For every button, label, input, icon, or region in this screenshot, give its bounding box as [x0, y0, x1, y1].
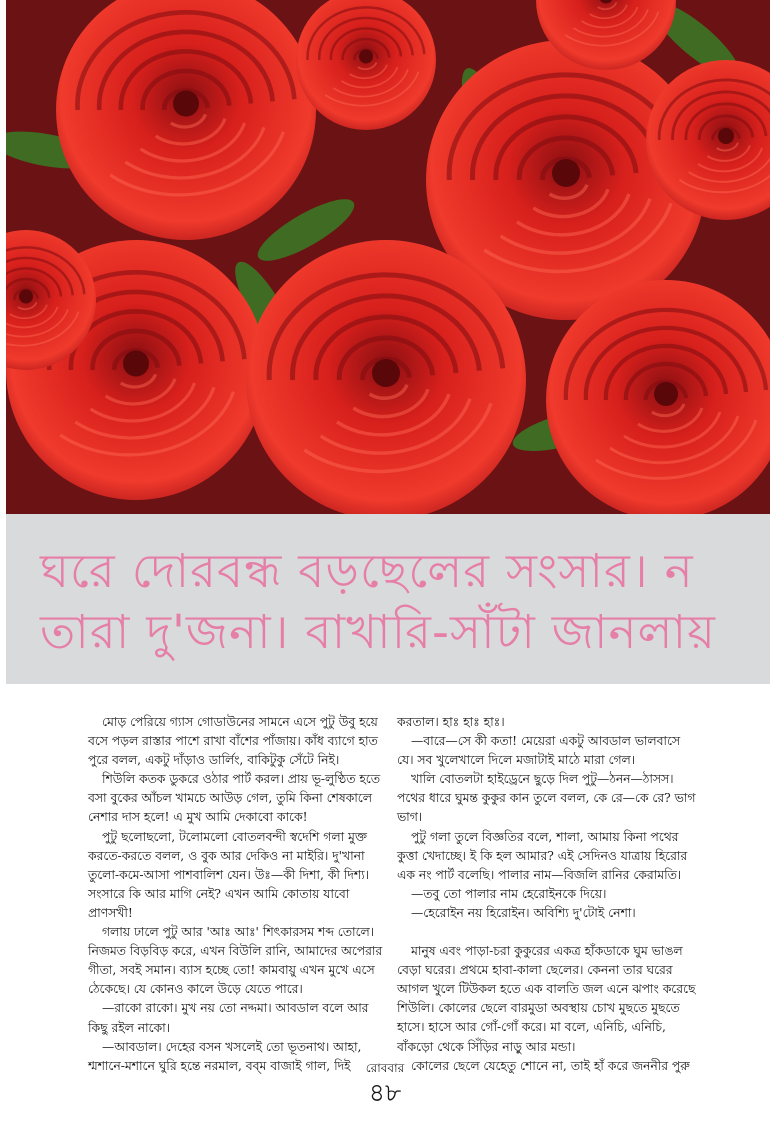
paragraph: —হেরোইন নয় হিরোইন। অবিশ্যি দু'টোই নেশা। [411, 905, 636, 920]
headline-line-1: ঘরে দোরবন্ধ বড়ছেলের সংসার। ন [40, 544, 694, 599]
paragraph: মানুষ এবং পাড়া-চরা কুকুরের একত্র হাঁকডাকে ঘুম ভাঙল বেড়া ঘরের। প্রথমে হাবা-কালা ছেলের। কেননা তার ঘরের আগল খুলে টিউকল হতে এক বালতি জল এনে ঝপাং করেছে শিউলি। কোলের ছেলে বারমুডা অবস্থায় চোখ মুছতে মুছতে হাসে। হাসে আর গোঁ-গোঁ করে। মা বলে, এনিচি, এনিচি, বাঁকড়ো থেকে সিঁড়ির নাড়ু আর মন্ডা। [397, 944, 696, 1054]
text-column-left [88, 713, 390, 1076]
paragraph: করতাল। হাঃ হাঃ হাঃ। [397, 715, 505, 729]
paragraph: শিউলি কতক ডুকরে ওঠার পার্ট করল। প্রায় ভূ-লুণ্ঠিত হতে বসা বুকের আঁচল খামচে আউড় গেল, তুমি কিনা শেষকালে নেশার দাস হলে! এ মুখ আমি দেকাবো কাকে! [88, 772, 380, 825]
rose-photo [6, 0, 770, 514]
text-column-right [397, 713, 699, 1076]
paragraph: —তবু তো পালার নাম হেরোইনকে দিয়ে। [411, 886, 607, 901]
headline-band [6, 514, 770, 684]
paragraph: পুটু গলা তুলে বিজ্ঞতির বলে, শালা, আমায় কিনা পথের কুত্তা খেদাচ্ছে। ই কি হল আমার? এই সেদিনও যাত্রায় হিরোর এক নং পার্ট বলেছি। পালার নাম—বিজলি রানির কেরামতি। [397, 829, 688, 882]
paragraph: —বারে—সে কী কতা! মেয়েরা একটু আবডাল ভালবাসে যে। সব খুলেখালে দিলে মজাটাই মাঠে মারা গেল। [397, 734, 681, 768]
paragraph: —আবডাল। দেহের বসন খসলেই তো ভূতনাথ। আহা, শ্মশানে-মশানে ঘুরি হন্তে নরমাল, বব্‌ম বাজাই গাল, দিই [88, 1039, 362, 1073]
roses-illustration [6, 0, 770, 514]
magazine-name: রোববার [365, 1061, 405, 1075]
paragraph: পুটু ছলোছলো, টলোমলো বোতলবন্দী স্বদেশি গলা মুক্ত করতে-করতে বলল, ও বুক আর দেকিও না মাইরি। দু'খানা তুলো-কমে-আসা পাশবালিশ যেন। উঃ—কী দিশা, কী দিশ্য। সংসারে কি আর মাগি নেই? এখন আমি কোতায় যাবো প্রাণসখী! [88, 829, 370, 920]
page-number: ৪৮ [368, 1078, 402, 1107]
headline-line-2: তারা দু'জনা। বাখারি-সাঁটা জানলায় [40, 605, 716, 660]
paragraph: —রাকো রাকো। মুখ নয় তো নদ্দমা। আবডাল বলে আর কিছু রইল নাকো। [88, 1001, 369, 1035]
section-gap [397, 923, 699, 942]
paragraph: গলায় ঢালে পুটু আর 'আঃ আঃ' শিৎকারসম শব্দ তোলে। নিজমত বিড়বিড় করে, এখন বিউলি রানি, আমাদের অপেরার গীতা, সবই সমান। ব্যাস হচ্ছে তো! কামবায়ু এখন মুখে এসে ঠেকেছে। যে কোনও কালে উড়ে যেতে পারে। [88, 925, 383, 997]
paragraph: কোলের ছেলে যেহেতু শোনে না, তাই হাঁ করে জননীর পুরু [411, 1058, 690, 1073]
rose-shape [246, 240, 526, 514]
paragraph: মোড় পেরিয়ে গ্যাস গোডাউনের সামনে এসে পুটু উবু হয়ে বসে পড়ল রাস্তার পাশে রাখা বাঁশের পাঁজায়। কাঁধ ব্যাগে হাত পুরে বলল, একটু দাঁড়াও ডার্লিং, বাকিটুকু সেঁটে নিই। [88, 715, 378, 768]
paragraph: খালি বোতলটা হাইড্রেনে ছুড়ে দিল পুটু—ঠনন—ঠাসস। পথের ধারে ঘুমন্ত কুকুর কান তুলে বলল, কে রে—কে রে? ভাগ ভাগ। [397, 772, 696, 825]
